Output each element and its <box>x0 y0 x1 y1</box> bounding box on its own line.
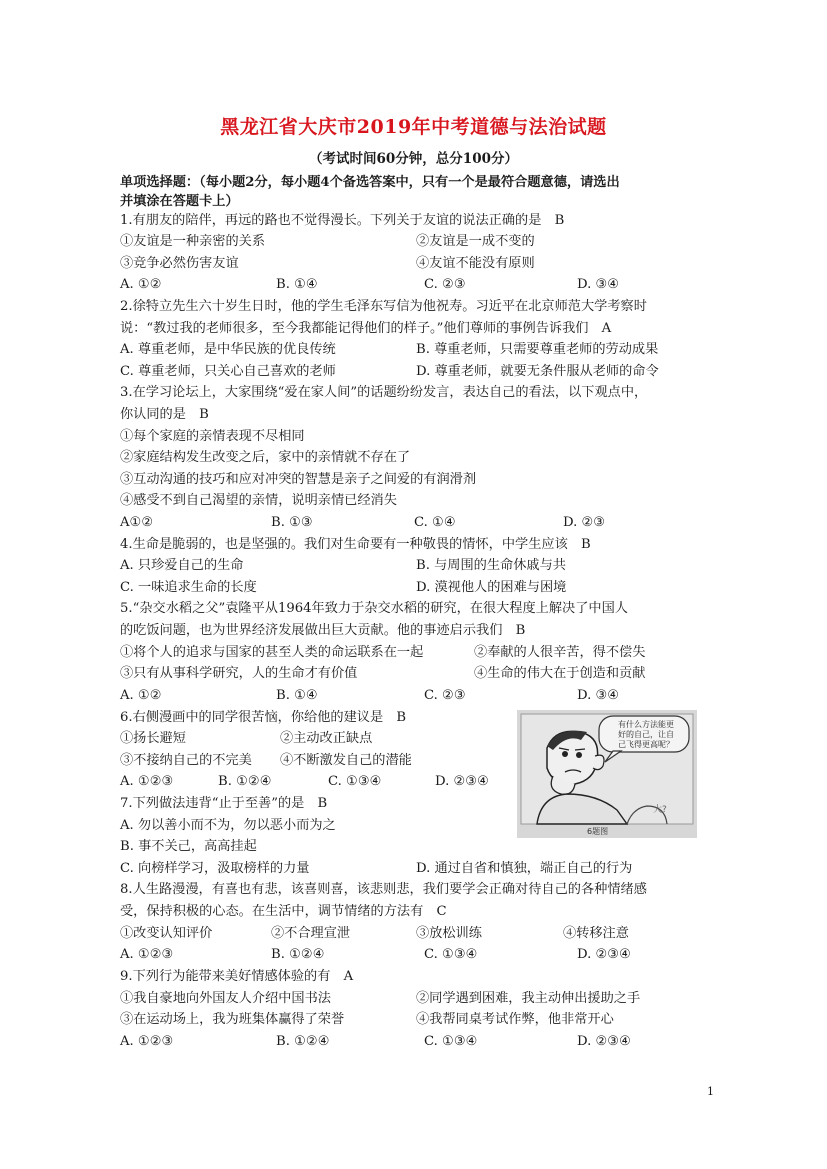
q9-statement-1: ①我自豪地向外国友人介绍中国书法 <box>120 991 331 1006</box>
q3-stem-2: 你认同的是 B <box>120 407 209 422</box>
page-number: 1 <box>707 1085 714 1098</box>
q9-option-d: D. ②③④ <box>577 1034 631 1049</box>
q5-statement-1: ①将个人的追求与国家的甚至人类的命运联系在一起 <box>120 645 424 660</box>
q2-option-d: D. 尊重老师，就要无条件服从老师的命令 <box>416 364 659 379</box>
q7-option-c: C. 向榜样学习，汲取榜样的力量 <box>120 861 310 876</box>
q4-option-c: C. 一味追求生命的长度 <box>120 580 257 595</box>
q3-option-b: B. ①③ <box>271 515 313 530</box>
exam-subtitle: （考试时间60分钟，总分100分） <box>309 151 518 167</box>
speech-bubble-line-1: 有什么方法能更 <box>618 720 674 729</box>
q9-statement-3: ③在运动场上，我为班集体赢得了荣誉 <box>120 1012 345 1027</box>
q8-option-d: D. ②③④ <box>577 947 631 962</box>
q1-option-b: B. ①④ <box>276 277 318 292</box>
q3-statement-4: ④感受不到自己渴望的亲情，说明亲情已经消失 <box>120 493 397 508</box>
q6-statement-1: ①扬长避短 <box>120 731 186 746</box>
q9-statement-2: ②同学遇到困难，我主动伸出援助之手 <box>416 991 641 1006</box>
q3-option-a: A①② <box>120 515 154 530</box>
q5-statement-2: ②奉献的人很辛苦，得不偿失 <box>474 645 646 660</box>
speech-bubble-line-2: 好的自己，让自 <box>618 730 674 739</box>
q8-stem-2: 受，保持积极的心态。在生活中，调节情绪的方法有 C <box>120 904 447 919</box>
q4-option-d: D. 漠视他人的困难与困境 <box>416 580 567 595</box>
q5-option-c: C. ②③ <box>424 688 466 703</box>
q5-stem-2: 的吃饭问题，也为世界经济发展做出巨大贡献。他的事迹启示我们 B <box>120 623 526 638</box>
q1-statement-4: ④友谊不能没有原则 <box>416 256 535 271</box>
figure-caption: 6题图 <box>587 827 609 836</box>
q9-statement-4: ④我帮同桌考试作弊，他非常开心 <box>416 1012 614 1027</box>
q7-option-b: B. 事不关己，高高挂起 <box>120 839 257 854</box>
q3-option-d: D. ②③ <box>563 515 606 530</box>
instructions-line-2: 并填涂在答题卡上） <box>120 194 239 209</box>
q5-statement-4: ④生命的伟大在于创造和贡献 <box>474 666 646 681</box>
q9-option-a: A. ①②③ <box>120 1034 174 1049</box>
q1-option-c: C. ②③ <box>424 277 466 292</box>
q8-option-c: C. ①③④ <box>424 947 478 962</box>
q1-statement-1: ①友谊是一种亲密的关系 <box>120 234 266 249</box>
speech-bubble-line-3: 己飞得更高呢？ <box>618 740 674 749</box>
q8-statement-3: ③放松训练 <box>416 926 482 941</box>
q4-option-a: A. 只珍爱自己的生命 <box>120 558 244 573</box>
q9-stem: 9.下列行为能带来美好情感体验的有 A <box>120 969 354 984</box>
q8-statement-2: ②不合理宣泄 <box>271 926 351 941</box>
q2-option-b: B. 尊重老师，只需要尊重老师的劳动成果 <box>416 342 659 357</box>
q2-option-c: C. 尊重老师，只关心自己喜欢的老师 <box>120 364 336 379</box>
q3-option-c: C. ①④ <box>414 515 456 530</box>
q6-option-d: D. ②③④ <box>435 774 489 789</box>
q2-stem-1: 2.徐特立先生六十岁生日时，他的学生毛泽东写信为他祝寿。习近平在北京师范大学考察时 <box>120 299 647 314</box>
q8-stem-1: 8.人生路漫漫，有喜也有悲，该喜则喜，该悲则悲，我们要学会正确对待自己的各种情绪感 <box>120 882 647 897</box>
q4-option-b: B. 与周围的生命休戚与共 <box>416 558 566 573</box>
instructions-line-1: 单项选择题：（每小题2分，每小题4个备选答案中，只有一个是最符合题意德，请选出 <box>120 175 620 190</box>
q5-option-a: A. ①② <box>120 688 162 703</box>
q5-statement-3: ③只有从事科学研究，人的生命才有价值 <box>120 666 358 681</box>
q3-statement-3: ③互动沟通的技巧和应对冲突的智慧是亲子之间爱的有润滑剂 <box>120 472 477 487</box>
q7-option-a: A. 勿以善小而不为，勿以恶小而为之 <box>120 818 336 833</box>
q1-statement-3: ③竞争必然伤害友谊 <box>120 256 239 271</box>
q2-stem-2: 说：“教过我的老师很多，至今我都能记得他们的样子。”他们尊师的事例告诉我们 A <box>120 321 612 336</box>
q6-statement-4: ④不断激发自己的潜能 <box>280 753 412 768</box>
q1-statement-2: ②友谊是一成不变的 <box>416 234 535 249</box>
q6-option-b: B. ①②④ <box>218 774 272 789</box>
q3-statement-1: ①每个家庭的亲情表现不尽相同 <box>120 429 305 444</box>
q2-option-a: A. 尊重老师，是中华民族的优良传统 <box>120 342 336 357</box>
q1-option-d: D. ③④ <box>577 277 620 292</box>
q8-option-a: A. ①②③ <box>120 947 174 962</box>
q9-option-b: B. ①②④ <box>276 1034 330 1049</box>
q5-option-b: B. ①④ <box>276 688 318 703</box>
q6-option-a: A. ①②③ <box>120 774 174 789</box>
q6-stem: 6.右侧漫画中的同学很苦恼，你给他的建议是 B <box>120 710 407 725</box>
svg-text:大?: 大? <box>653 805 667 815</box>
q8-statement-1: ①改变认知评价 <box>120 926 213 941</box>
exam-title: 黑龙江省大庆市2019年中考道德与法治试题 <box>220 116 607 138</box>
q7-option-d: D. 通过自省和慎独，端正自己的行为 <box>416 861 633 876</box>
q4-stem: 4.生命是脆弱的，也是坚强的。我们对生命要有一种敬畏的情怀，中学生应该 B <box>120 537 591 552</box>
q9-option-c: C. ①③④ <box>424 1034 478 1049</box>
q1-option-a: A. ①② <box>120 277 162 292</box>
q6-option-c: C. ①③④ <box>328 774 382 789</box>
q6-cartoon-figure <box>517 710 697 838</box>
q6-statement-3: ③不接纳自己的不完美 <box>120 753 252 768</box>
q7-stem: 7.下列做法违背“止于至善”的是 B <box>120 796 328 811</box>
q1-stem: 1.有朋友的陪伴，再远的路也不觉得漫长。下列关于友谊的说法正确的是 B <box>120 213 565 228</box>
q6-statement-2: ②主动改正缺点 <box>280 731 373 746</box>
q5-option-d: D. ③④ <box>577 688 620 703</box>
q3-statement-2: ②家庭结构发生改变之后，家中的亲情就不存在了 <box>120 450 411 465</box>
q8-option-b: B. ①②④ <box>271 947 325 962</box>
q8-statement-4: ④转移注意 <box>563 926 629 941</box>
q3-stem-1: 3.在学习论坛上，大家围绕“爱在家人间”的话题纷纷发言，表达自己的看法，以下观点中， <box>120 385 648 400</box>
q5-stem-1: 5.“杂交水稻之父”袁隆平从1964年致力于杂交水稻的研究，在很大程度上解决了中国人 <box>120 601 628 616</box>
